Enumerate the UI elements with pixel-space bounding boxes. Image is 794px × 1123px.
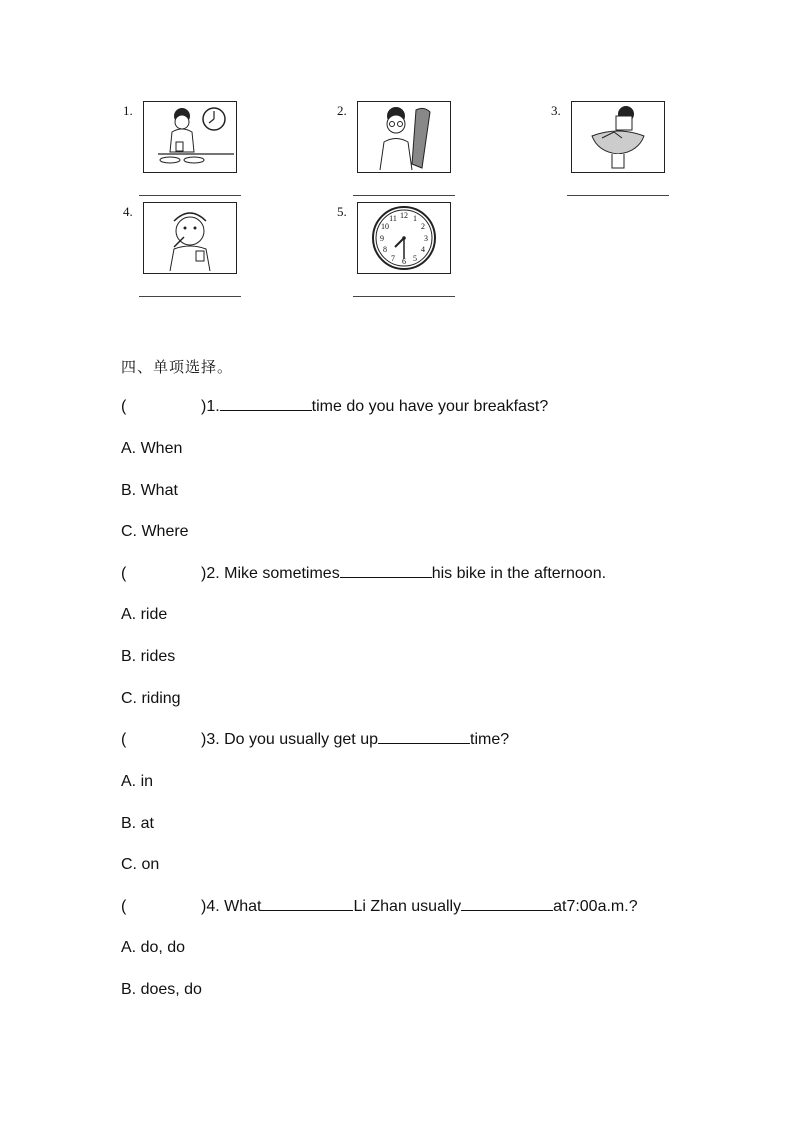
answer-blank[interactable] (340, 576, 432, 578)
clock-number: 3 (424, 234, 428, 243)
boy-eating-breakfast-icon (143, 101, 237, 173)
option-item[interactable]: C. riding (121, 690, 181, 707)
clock-number: 10 (381, 222, 389, 231)
option-item[interactable]: B. at (121, 815, 154, 832)
question-4 (121, 898, 638, 916)
clock-number: 8 (383, 245, 387, 254)
picture-item-5 (337, 202, 467, 312)
picture-number: 2. (337, 103, 347, 118)
answer-blank[interactable] (261, 909, 353, 911)
question-text-after: time? (470, 731, 510, 748)
question-1 (121, 398, 548, 416)
option-item[interactable]: C. on (121, 856, 160, 873)
picture-item-1 (123, 101, 253, 211)
answer-bracket[interactable]: ( (121, 898, 127, 915)
clock-number: 11 (389, 214, 397, 223)
option-item[interactable]: C. Where (121, 523, 189, 540)
clock-number: 5 (413, 254, 417, 263)
answer-blank[interactable] (461, 909, 553, 911)
answer-line[interactable] (567, 195, 669, 196)
clock-number: 2 (421, 222, 425, 231)
washing-hands-sink-icon (571, 101, 665, 173)
question-3 (121, 731, 509, 749)
picture-number: 1. (123, 103, 133, 118)
question-text-before: Do you usually get up (219, 731, 378, 748)
option-item[interactable]: A. in (121, 773, 154, 790)
answer-bracket[interactable]: ( (121, 565, 127, 582)
picture-number: 5. (337, 204, 347, 219)
clock-number: 6 (402, 257, 406, 266)
boy-brushing-teeth-icon (143, 202, 237, 274)
answer-line[interactable] (353, 296, 455, 297)
answer-bracket[interactable]: ( (121, 398, 127, 415)
question-text-before: Mike sometimes (219, 565, 340, 582)
question-2 (121, 565, 606, 583)
answer-blank[interactable] (378, 742, 470, 744)
clock-icon (357, 202, 451, 274)
question-text-middle: Li Zhan usually (353, 898, 462, 915)
option-item[interactable]: B. What (121, 482, 178, 499)
question-number: )1. (201, 398, 220, 415)
option-item[interactable]: B. rides (121, 648, 176, 665)
answer-bracket[interactable]: ( (121, 731, 127, 748)
picture-item-3 (551, 101, 681, 211)
question-number: )4. (201, 898, 220, 915)
answer-blank[interactable] (220, 409, 312, 411)
clock-number: 12 (400, 211, 408, 220)
picture-item-4 (123, 202, 253, 312)
option-item[interactable]: A. do, do (121, 939, 186, 956)
section-title: 四、单项选择。 (121, 358, 234, 376)
clock-number: 1 (413, 214, 417, 223)
question-number: )2. (201, 565, 220, 582)
picture-item-2 (337, 101, 467, 211)
answer-line[interactable] (139, 296, 241, 297)
option-item[interactable]: A. When (121, 440, 183, 457)
boy-with-towel-icon (357, 101, 451, 173)
answer-line[interactable] (139, 195, 241, 196)
clock-number: 9 (380, 234, 384, 243)
answer-line[interactable] (353, 195, 455, 196)
question-text-after: at7:00a.m.? (553, 898, 638, 915)
picture-number: 3. (551, 103, 561, 118)
question-text-after: his bike in the afternoon. (431, 565, 607, 582)
option-item[interactable]: A. ride (121, 606, 168, 623)
question-text-after: time do you have your breakfast? (311, 398, 549, 415)
option-item[interactable]: B. does, do (121, 981, 202, 998)
question-text-before: What (219, 898, 262, 915)
question-number: )3. (201, 731, 220, 748)
picture-number: 4. (123, 204, 133, 219)
clock-number: 4 (421, 245, 425, 254)
clock-number: 7 (391, 254, 395, 263)
